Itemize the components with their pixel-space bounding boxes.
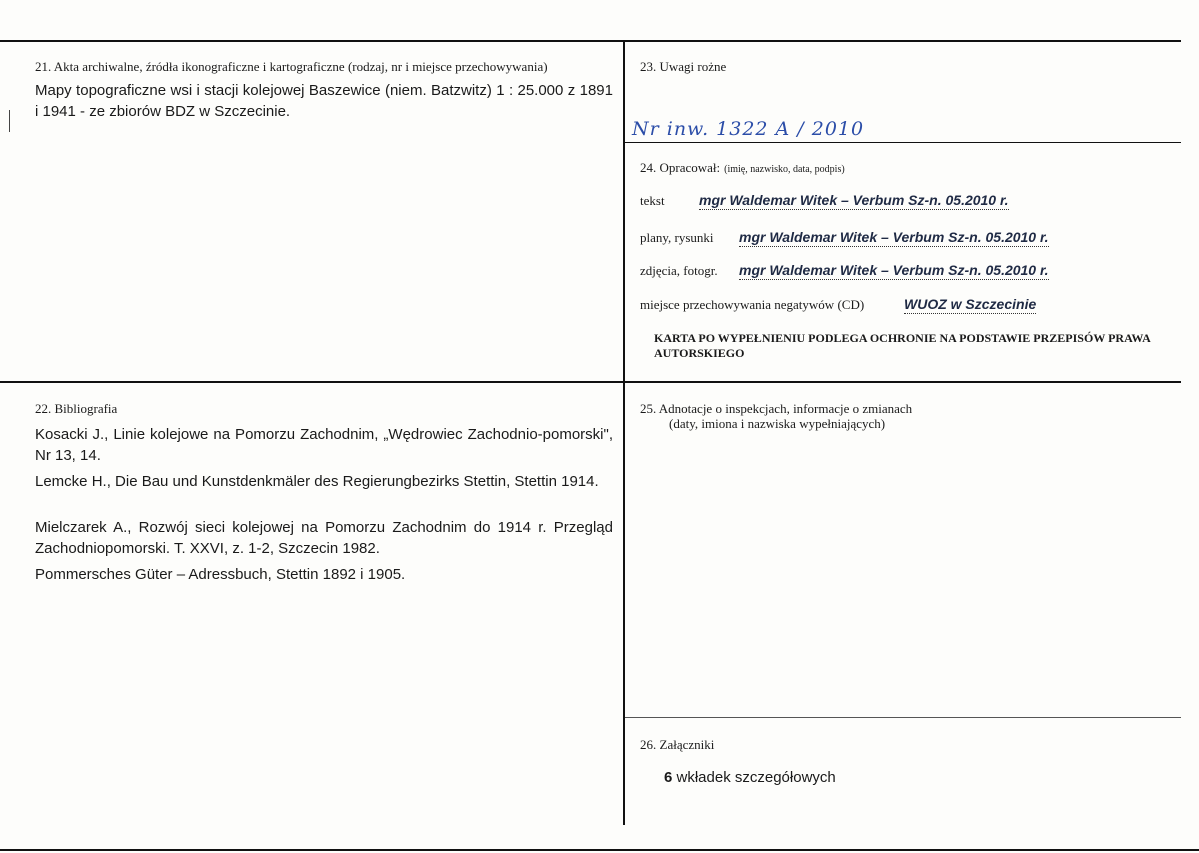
bottom-border [0,849,1199,851]
section-24-heading: 24. Opracował: [640,160,721,175]
author-row-plans [640,229,1049,247]
author-row-label: zdjęcia, fotogr. [640,263,718,278]
section-21-heading: 21. Akta archiwalne, źródła ikonograficzne i kartograficzne (rodzaj, nr i miejsce przechowywania) [35,59,548,74]
author-row-value: WUOZ w Szczecinie [904,296,1037,312]
middle-border [0,381,1181,383]
author-row-text [640,192,1009,210]
author-row-value: mgr Waldemar Witek – Verbum Sz-n. 05.2010 r. [739,262,1049,278]
section-25-subheading: (daty, imiona i nazwiska wypełniających) [669,416,886,431]
author-row-photos [640,262,1049,280]
bibliography-entry: Mielczarek A., Rozwój sieci kolejowej na Pomorzu Zachodnim do 1914 r. Przegląd Zachodniopomorski. T. XXVI, z. 1-2, Szczecin 1982. [35,519,613,557]
bibliography-entry: Lemcke H., Die Bau und Kunstdenkmäler des Regierungbezirks Stettin, Stettin 1914. [35,473,599,490]
section-25-heading: 25. Adnotacje o inspekcjach, informacje o zmianach [640,401,913,416]
divider-25-26 [625,717,1181,718]
section-26-heading: 26. Załączniki [640,737,715,752]
bibliography-entry: Kosacki J., Linie kolejowe na Pomorzu Zachodnim, „Wędrowiec Zachodnio-pomorski", Nr 13, 14. [35,426,613,464]
section-21-text: Mapy topograficzne wsi i stacji kolejowej Baszewice (niem. Batzwitz) 1 : 25.000 z 1891 i 1941 - ze zbiorów BDZ w Szczecinie. [35,82,613,120]
attachments-line [664,767,836,788]
section-23-heading: 23. Uwagi rożne [640,59,727,74]
divider-23-24 [625,142,1181,143]
bibliography-entry: Pommersches Güter – Adressbuch, Stettin 1892 i 1905. [35,566,406,583]
copyright-notice: KARTA PO WYPEŁNIENIU PODLEGA OCHRONIE NA PODSTAWIE PRZEPISÓW PRAWA AUTORSKIEGO [654,331,1151,360]
author-row-value: mgr Waldemar Witek – Verbum Sz-n. 05.2010 r. [739,229,1049,245]
inventory-number-handwriting: Nr inw. 1322 A / 2010 [632,118,865,140]
author-row-negatives [640,296,1036,314]
section-22-heading: 22. Bibliografia [35,401,118,416]
top-border [0,40,1181,42]
author-row-label: miejsce przechowywania negatywów (CD) [640,297,865,312]
attachments-count: 6 [664,769,673,786]
author-row-label: tekst [640,193,665,208]
left-margin-mark [9,110,10,132]
author-row-value: mgr Waldemar Witek – Verbum Sz-n. 05.2010 r. [699,192,1009,208]
section-24-heading-row [640,159,845,177]
center-divider [623,40,625,825]
author-row-label: plany, rysunki [640,230,714,245]
attachments-text: wkładek szczegółowych [676,769,836,786]
section-24-heading-note: (imię, nazwisko, data, podpis) [724,164,845,175]
